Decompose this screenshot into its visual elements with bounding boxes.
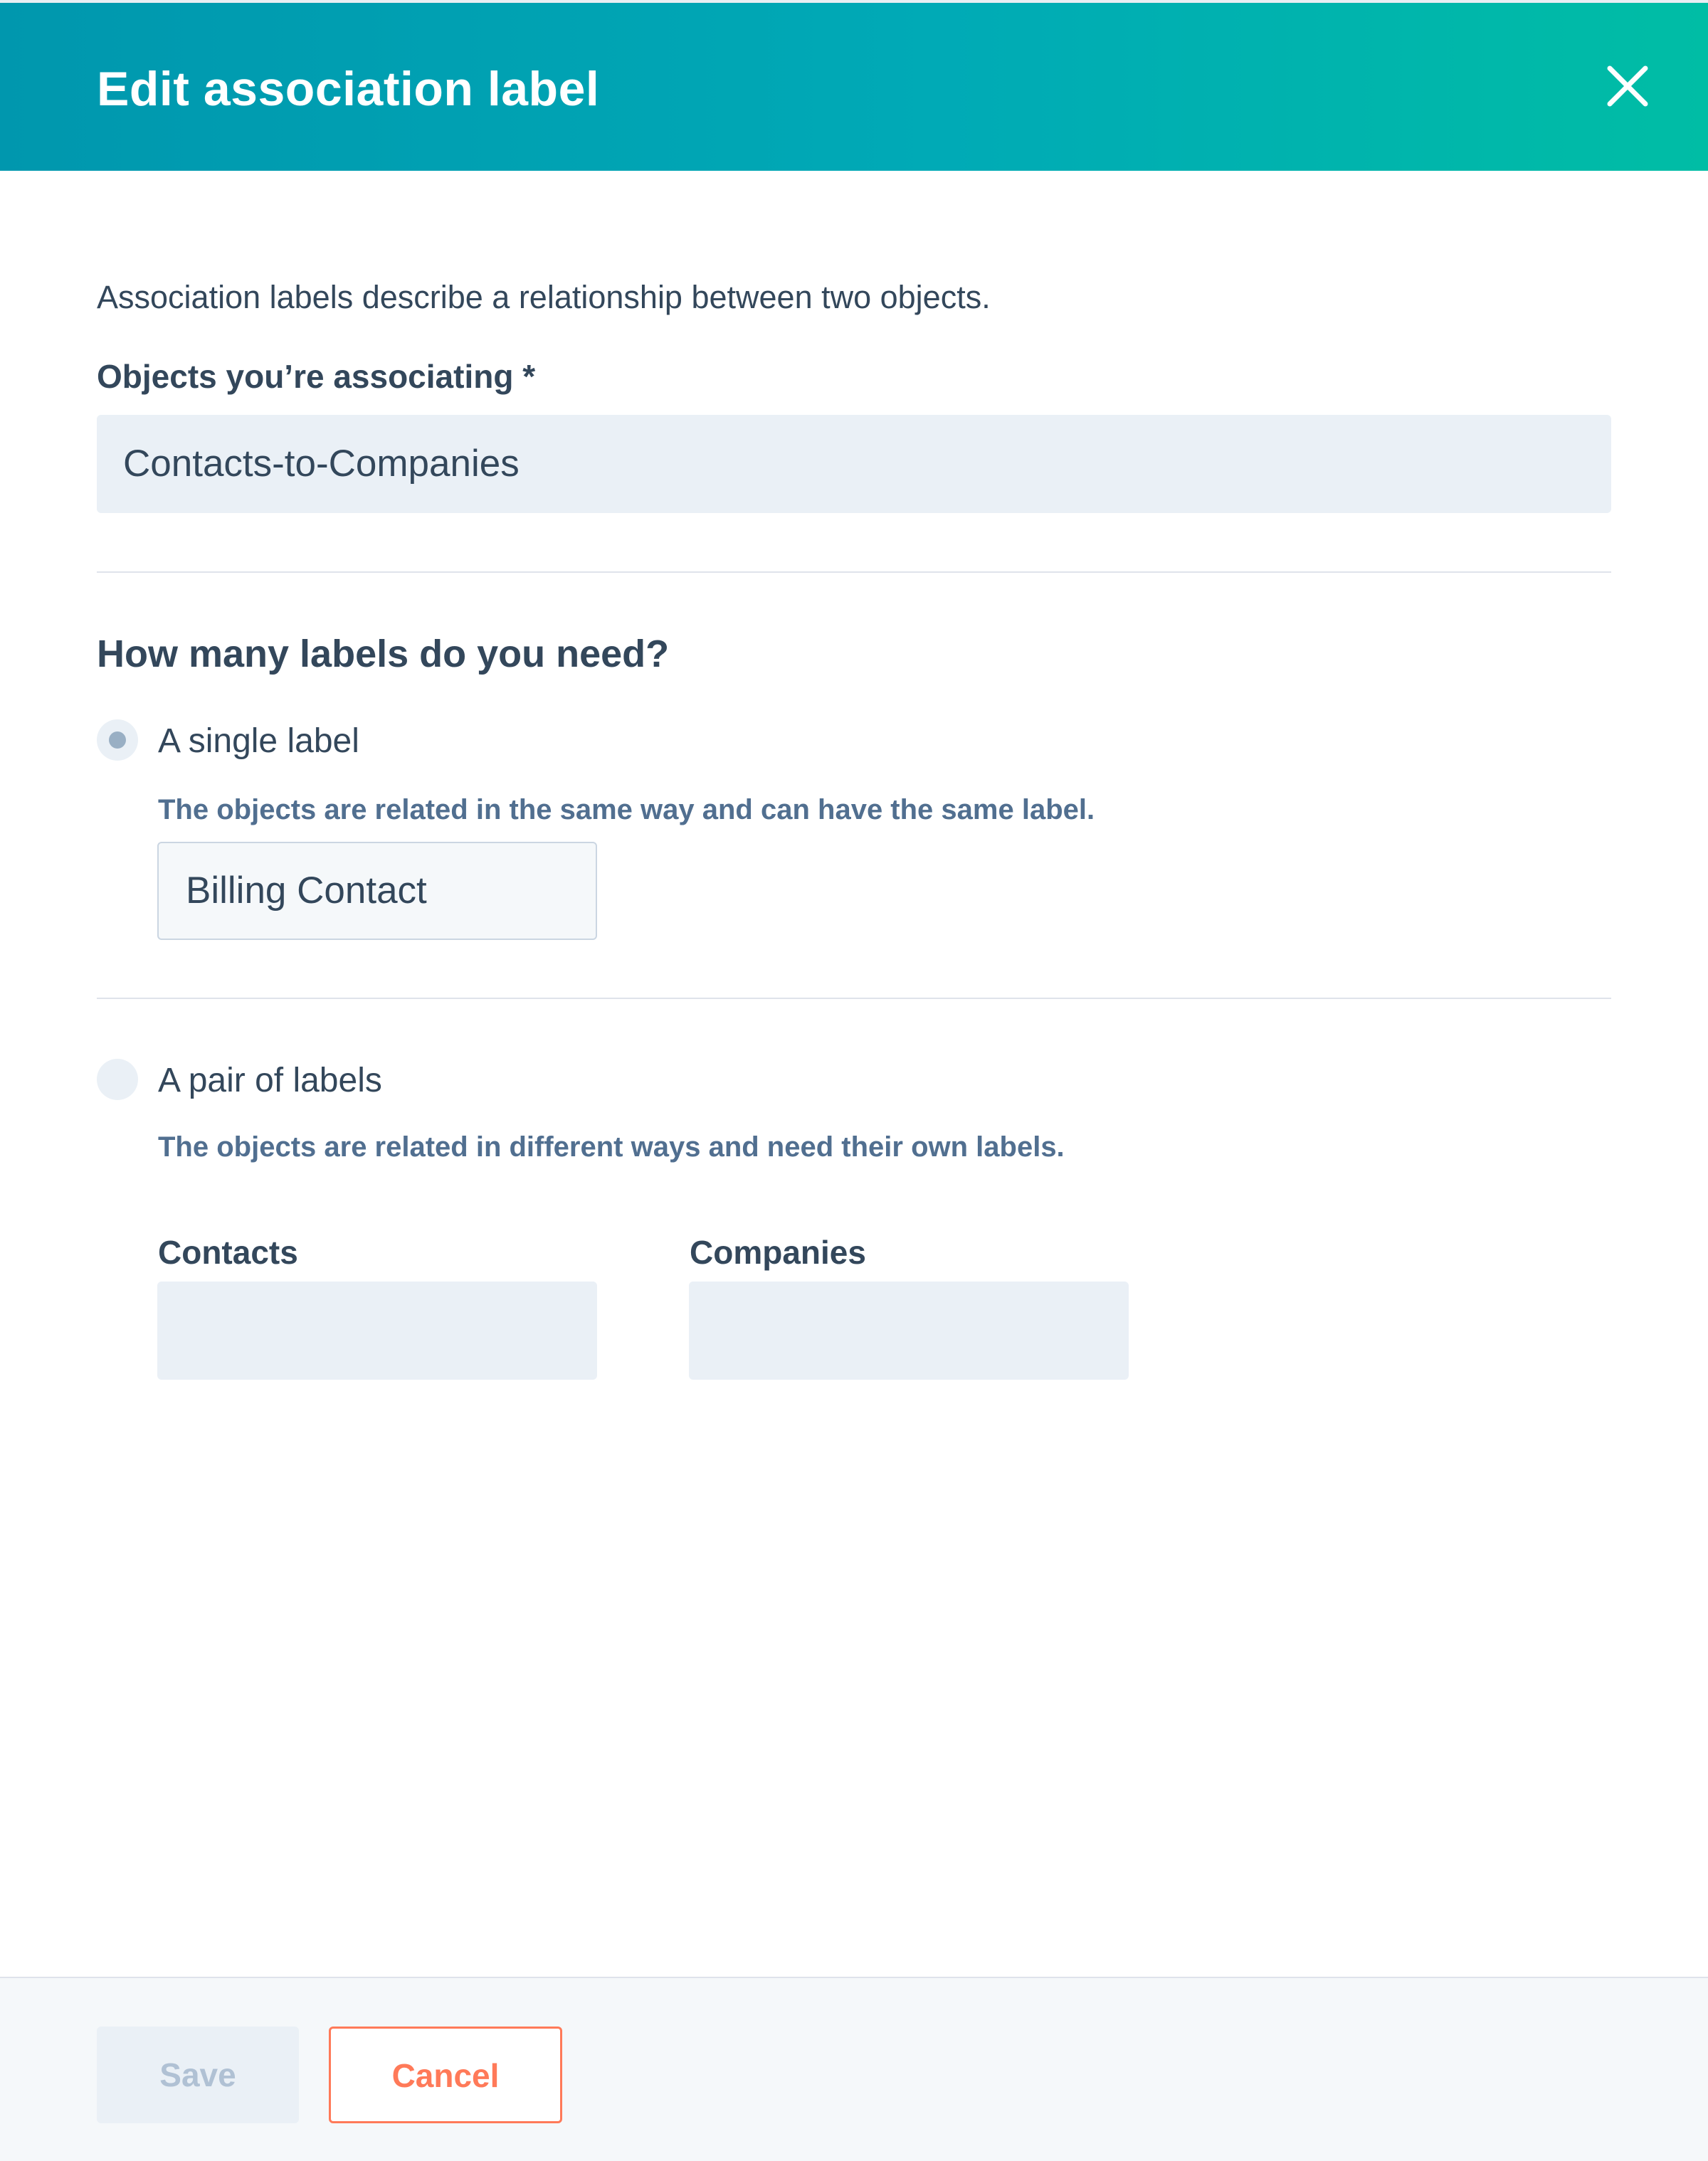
single-label-help-text: The objects are related in the same way and can have the same label. xyxy=(158,794,1095,825)
single-label-input[interactable]: Billing Contact xyxy=(157,842,597,940)
labels-section-heading: How many labels do you need? xyxy=(97,633,670,675)
single-label-option-label[interactable]: A single label xyxy=(158,722,359,760)
panel-title: Edit association label xyxy=(97,62,600,116)
pair-labels-radio[interactable] xyxy=(97,1059,138,1100)
companies-field-label: Companies xyxy=(690,1234,866,1271)
close-icon xyxy=(1601,60,1654,112)
panel-header xyxy=(0,0,1708,171)
save-button[interactable]: Save xyxy=(97,2027,299,2123)
companies-label-input[interactable] xyxy=(689,1282,1129,1380)
pair-labels-help-text: The objects are related in different ways and need their own labels. xyxy=(158,1131,1065,1163)
cancel-button[interactable]: Cancel xyxy=(329,2027,562,2123)
divider xyxy=(97,998,1611,999)
divider xyxy=(97,571,1611,573)
pair-labels-option-label[interactable]: A pair of labels xyxy=(158,1062,382,1099)
intro-text: Association labels describe a relationship between two objects. xyxy=(97,279,991,315)
single-label-radio[interactable] xyxy=(97,719,138,761)
objects-field-label: Objects you’re associating * xyxy=(97,358,536,395)
contacts-field-label: Contacts xyxy=(158,1234,298,1271)
close-button[interactable] xyxy=(1601,60,1654,112)
contacts-label-input[interactable] xyxy=(157,1282,597,1380)
objects-field: Contacts-to-Companies xyxy=(97,415,1611,513)
